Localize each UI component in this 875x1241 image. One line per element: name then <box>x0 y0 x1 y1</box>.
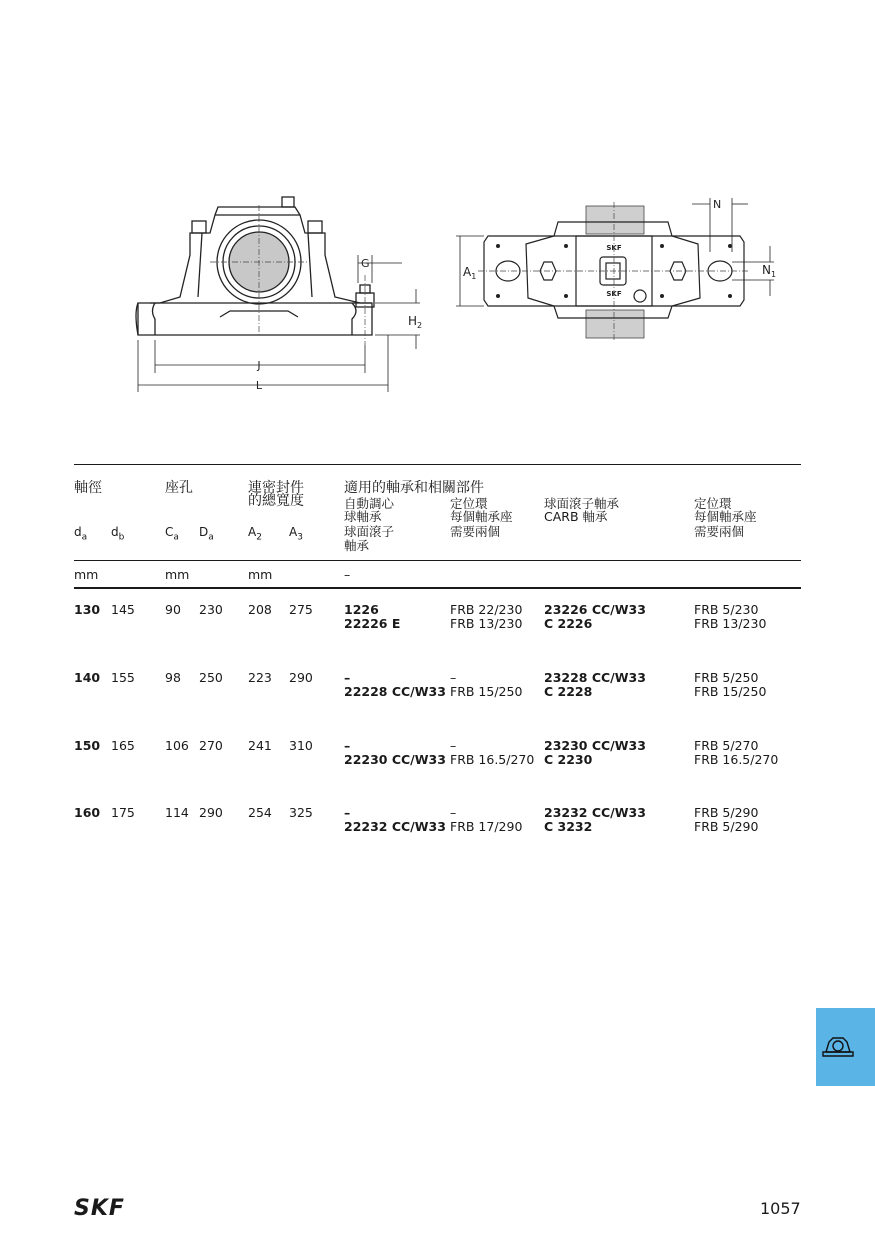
cell-c2: C 2226 <box>544 616 593 631</box>
symbol-da: $d_a$ <box>74 525 88 543</box>
header-seal-width-2: 的總寬度 <box>248 493 304 509</box>
cell-db: 175 <box>111 805 135 820</box>
symbol-ca: $C_a$ <box>165 525 179 543</box>
cell-r2: FRB 17/290 <box>450 819 523 834</box>
header-self-aligning-1: 自動調心 <box>344 496 395 511</box>
cell-a3: 290 <box>289 670 313 685</box>
dim-G-label: G <box>361 257 370 270</box>
cell-ca: 114 <box>165 805 189 820</box>
cell-da: 140 <box>74 670 101 685</box>
header-carb-1: 球面滾子軸承 <box>544 496 620 511</box>
section-tab[interactable] <box>816 1008 875 1086</box>
cell-ca: 106 <box>165 738 189 753</box>
cell-c1: 23230 CC/W33 <box>544 738 646 753</box>
cell-s2: FRB 5/290 <box>694 819 759 834</box>
cell-b1: – <box>344 805 351 820</box>
cell-c2: C 3232 <box>544 819 593 834</box>
header-rule <box>74 560 801 561</box>
cell-c2: C 2230 <box>544 752 593 767</box>
header-locating-1: 定位環 <box>450 496 488 511</box>
cell-db: 155 <box>111 670 135 685</box>
cell-a3: 275 <box>289 602 313 617</box>
cell-c1: 23232 CC/W33 <box>544 805 646 820</box>
cell-a2: 241 <box>248 738 272 753</box>
cell-s2: FRB 15/250 <box>694 684 767 699</box>
cell-ca: 90 <box>165 602 181 617</box>
cell-a2: 208 <box>248 602 272 617</box>
dim-N1-label: $N_1$ <box>762 263 777 279</box>
cell-a3: 310 <box>289 738 313 753</box>
cell-a2: 223 <box>248 670 272 685</box>
header-locating-3: 需要兩個 <box>450 524 501 539</box>
table-top-rule <box>74 464 801 465</box>
cell-db: 145 <box>111 602 135 617</box>
dim-N-label: N <box>713 198 722 211</box>
cell-s2: FRB 13/230 <box>694 616 767 631</box>
unit-parts: – <box>344 567 351 582</box>
cell-s1: FRB 5/290 <box>694 805 759 820</box>
cell-b2: 22232 CC/W33 <box>344 819 446 834</box>
header-seal-width-1: 連密封件 <box>248 480 304 496</box>
cell-db: 165 <box>111 738 135 753</box>
symbol-Da: $D_a$ <box>199 525 214 543</box>
cell-r2: FRB 16.5/270 <box>450 752 535 767</box>
cell-Da: 290 <box>199 805 223 820</box>
cell-r1: – <box>450 805 457 820</box>
header-locating-b-1: 定位環 <box>694 496 732 511</box>
cell-b1: 1226 <box>344 602 379 617</box>
cell-r1: FRB 22/230 <box>450 602 523 617</box>
symbol-a2: $A_2$ <box>248 525 262 543</box>
header-locating-b-3: 需要兩個 <box>694 524 745 539</box>
cell-da: 130 <box>74 602 101 617</box>
cell-r2: FRB 15/250 <box>450 684 523 699</box>
header-locating-2: 每個軸承座 <box>450 509 513 524</box>
cell-da: 160 <box>74 805 101 820</box>
unit-seat: mm <box>165 567 190 582</box>
cell-c1: 23226 CC/W33 <box>544 602 646 617</box>
cell-a2: 254 <box>248 805 272 820</box>
header-seat: 座孔 <box>165 480 193 496</box>
header-locating-b-2: 每個軸承座 <box>694 509 757 524</box>
unit-width: mm <box>248 567 273 582</box>
cell-s1: FRB 5/270 <box>694 738 759 753</box>
header-self-aligning-2: 球軸承 <box>344 509 382 524</box>
front-view-drawing <box>120 185 440 395</box>
plummer-block-icon <box>821 1034 855 1058</box>
cell-b1: – <box>344 670 351 685</box>
skf-logo: SKF <box>74 1196 125 1221</box>
header-carb-2: CARB 軸承 <box>544 509 608 524</box>
symbol-a3: $A_3$ <box>289 525 303 543</box>
cell-c2: C 2228 <box>544 684 593 699</box>
cell-s1: FRB 5/230 <box>694 602 759 617</box>
header-shaft: 軸徑 <box>74 480 102 496</box>
header-parts-title: 適用的軸承和相關部件 <box>344 480 484 496</box>
cell-Da: 230 <box>199 602 223 617</box>
cell-b2: 22226 E <box>344 616 401 631</box>
top-view-drawing <box>448 192 788 352</box>
symbol-db: $d_b$ <box>111 525 125 543</box>
cell-a3: 325 <box>289 805 313 820</box>
cell-s1: FRB 5/250 <box>694 670 759 685</box>
dim-H2-label: $H_2$ <box>408 314 423 330</box>
units-rule <box>74 587 801 589</box>
header-self-aligning-3: 球面滾子 <box>344 524 395 539</box>
cell-Da: 250 <box>199 670 223 685</box>
cell-b1: – <box>344 738 351 753</box>
dim-L-label: L <box>255 379 263 392</box>
header-self-aligning-4: 軸承 <box>344 538 370 553</box>
cell-ca: 98 <box>165 670 181 685</box>
cell-Da: 270 <box>199 738 223 753</box>
unit-shaft: mm <box>74 567 99 582</box>
page-number: 1057 <box>760 1199 801 1218</box>
cell-r2: FRB 13/230 <box>450 616 523 631</box>
cell-s2: FRB 16.5/270 <box>694 752 779 767</box>
cell-r1: – <box>450 738 457 753</box>
cell-c1: 23228 CC/W33 <box>544 670 646 685</box>
housing-logo-top: SKF <box>606 244 622 252</box>
cell-r1: – <box>450 670 457 685</box>
dim-J-label: J <box>257 359 261 372</box>
cell-b2: 22230 CC/W33 <box>344 752 446 767</box>
housing-logo-bottom: SKF <box>606 290 622 298</box>
cell-da: 150 <box>74 738 101 753</box>
cell-b2: 22228 CC/W33 <box>344 684 446 699</box>
dim-A1-label: $A_1$ <box>463 265 477 281</box>
